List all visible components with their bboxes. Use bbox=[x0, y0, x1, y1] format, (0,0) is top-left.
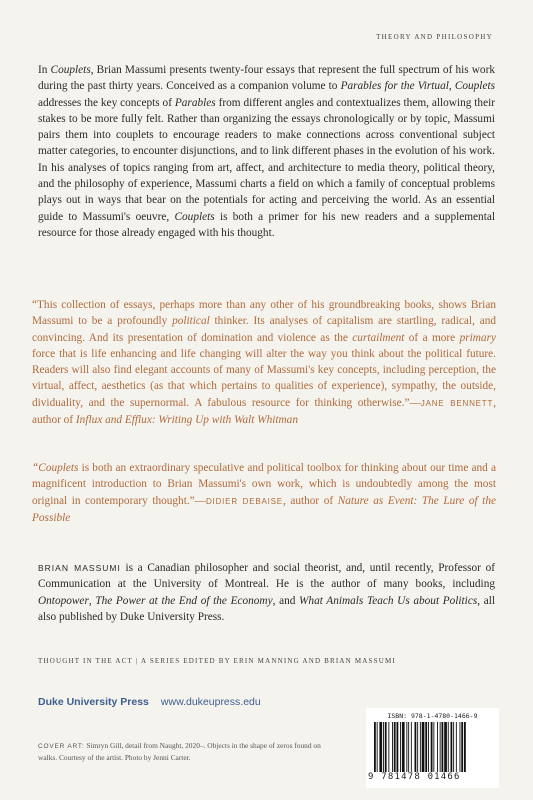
barcode-bar bbox=[402, 722, 405, 772]
barcode-bars bbox=[366, 722, 499, 772]
barcode-bar bbox=[425, 722, 427, 772]
barcode-bar bbox=[451, 722, 453, 772]
barcode-bar bbox=[400, 722, 401, 772]
barcode-bar bbox=[420, 722, 421, 772]
publisher-line bbox=[38, 696, 261, 708]
barcode-bar bbox=[442, 722, 444, 772]
barcode-bar bbox=[433, 722, 434, 772]
quote-attribution-name: JANE BENNETT bbox=[420, 398, 494, 408]
author-name: BRIAN MASSUMI bbox=[38, 563, 121, 573]
publisher-url: www.dukeupress.edu bbox=[160, 696, 261, 708]
barcode-bar bbox=[383, 722, 384, 772]
barcode bbox=[366, 708, 499, 788]
barcode-bar bbox=[431, 722, 433, 772]
barcode-bar bbox=[388, 722, 389, 772]
barcode-bar bbox=[415, 722, 417, 772]
barcode-bar bbox=[444, 722, 447, 772]
publisher-name: Duke University Press bbox=[38, 696, 149, 708]
book-description: In Couplets, Brian Massumi presents twenty-four essays that represent the full spectrum of his work during the past thirty years. Conceived as a companion volume to Parables for the Virtual, Couplets addresses the key concepts of Parables from different angles and contextualizes them, allowing their stakes to be more fully felt. Rather than organizing the essays chronologically or by topic, Massumi pairs them into couplets to encourage readers to make connections across conventional subject matter categories, to encounter disjunctions, and to link different phases in the evolution of his work. In his analyses of topics ranging from art, affect, and architecture to media theory, political theory, and the philosophy of experience, Massumi charts a field on which a family of conceptual problems plays out in ways that bear on the potentials for acting and perceiving the world. As an essential guide to Massumi's oeuvre, Couplets is both a primer for his new readers and a supplemental resource for those already engaged with his thought. bbox=[38, 64, 495, 239]
barcode-bar bbox=[406, 722, 407, 772]
barcode-bar bbox=[379, 722, 382, 772]
barcode-bar bbox=[422, 722, 425, 772]
quote-attribution-name: DIDIER DEBAISE bbox=[205, 496, 283, 506]
cover-credit: COVER ART: Simryn Gill, detail from Naught, 2020–. Objects in the shape of zeros found on walks. Courtesy of the artist. Photo by Jenni Carter. bbox=[38, 741, 321, 763]
barcode-bar bbox=[394, 722, 396, 772]
barcode-bar bbox=[461, 722, 463, 772]
series-line: THOUGHT IN THE ACT | A SERIES EDITED BY ERIN MANNING AND BRIAN MASSUMI bbox=[38, 657, 396, 665]
isbn-text: ISBN: 978-1-4780-1466-9 bbox=[387, 712, 478, 720]
barcode-bar bbox=[437, 722, 438, 772]
barcode-bar bbox=[456, 722, 457, 772]
barcode-bar bbox=[428, 722, 429, 772]
barcode-bar bbox=[448, 722, 449, 772]
endorsement-quote-debaise: “Couplets is both an extraordinary speculative and political toolbox for thinking about our time and a magnificent introduction to Brian Massumi's own work, which is undoubtedly among the most original in contemporary thought.”—DIDIER DEBAISE, author of Nature as Event: The Lure of the Possible bbox=[32, 462, 496, 524]
barcode-bar bbox=[408, 722, 409, 772]
endorsement-quote-bennett: “This collection of essays, perhaps more than any other of his groundbreaking books, shows Brian Massumi to be a profoundly political thinker. Its analyses of capitalism are startling, radical, and convincing. And its presentation of domination and violence as the curtailment of a more primary force that is life enhancing and life changing will alter the way you think about the political future. Readers will also find elegant accounts of many of Massumi's key concepts, including perception, the virtual, affect, aesthetics (as that which pertains to qualities of experience), sympathy, the outside, dividuality, and the supernormal. A fabulous resource for thinking otherwise.”—JANE BENNETT, author of Influx and Efflux: Writing Up with Walt Whitman bbox=[32, 299, 497, 427]
barcode-bar bbox=[374, 722, 376, 772]
barcode-bar bbox=[453, 722, 454, 772]
barcode-bar bbox=[385, 722, 387, 772]
barcode-digits: 9 781478 01466 bbox=[368, 772, 461, 782]
barcode-bar bbox=[377, 722, 378, 772]
barcode-bar bbox=[440, 722, 441, 772]
barcode-bar bbox=[417, 722, 418, 772]
barcode-bar bbox=[460, 722, 461, 772]
category-label: THEORY AND PHILOSOPHY bbox=[376, 33, 493, 41]
barcode-bar bbox=[397, 722, 399, 772]
barcode-bar bbox=[464, 722, 466, 772]
author-bio: BRIAN MASSUMI is a Canadian philosopher and social theorist, and, until recently, Professor of Communication at the University of Montreal. He is the author of many books, including Ontopower, The Power at the End of the Economy, and What Animals Teach Us about Politics, all also published by Duke University Press. bbox=[38, 562, 495, 623]
barcode-bar bbox=[392, 722, 393, 772]
barcode-bar bbox=[411, 722, 412, 772]
